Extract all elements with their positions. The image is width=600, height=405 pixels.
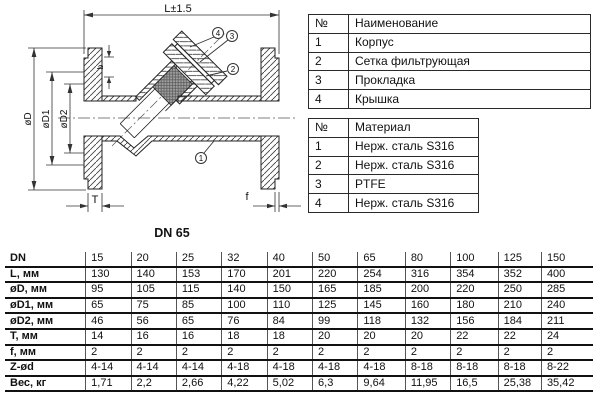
- table-cell: 4: [309, 90, 349, 109]
- table-cell: 2: [222, 345, 267, 361]
- table-cell: 18: [267, 329, 312, 345]
- table-cell: øD, мм: [5, 282, 86, 298]
- table-cell: 118: [358, 313, 405, 329]
- table-cell: 65: [358, 252, 405, 267]
- callout-number-2: 2: [230, 65, 236, 74]
- table-cell: 8-18: [498, 360, 541, 376]
- table-cell: 2: [309, 156, 349, 175]
- table-cell: 20: [358, 329, 405, 345]
- table-cell: 5,02: [267, 376, 312, 392]
- table-cell: 18: [222, 329, 267, 345]
- table-cell: 250: [498, 282, 541, 298]
- table-cell: 211: [541, 313, 593, 329]
- table-cell: 84: [267, 313, 312, 329]
- table-cell: 145: [358, 298, 405, 314]
- table-cell: 2,66: [176, 376, 221, 392]
- table-cell: 35,42: [541, 376, 593, 392]
- table-cell: 2: [358, 345, 405, 361]
- table-cell: 1,71: [86, 376, 131, 392]
- table-cell: 4-14: [176, 360, 221, 376]
- table-cell: 170: [222, 267, 267, 283]
- dim-D-lines: [28, 48, 86, 190]
- table-cell: 56: [131, 313, 176, 329]
- table-cell: 140: [222, 282, 267, 298]
- table-cell: 1: [309, 33, 349, 52]
- table-cell: Сетка фильтрующая: [349, 52, 591, 71]
- callout-number-1: 1: [198, 154, 204, 163]
- table-row: [5, 376, 593, 392]
- table-cell: øD1, мм: [5, 298, 86, 314]
- table-cell: 1: [309, 137, 349, 156]
- table-cell: 8-22: [541, 360, 593, 376]
- table-cell: PTFE: [349, 175, 479, 194]
- table-row: [5, 329, 593, 345]
- table-cell: 4-18: [222, 360, 267, 376]
- table-cell: DN: [5, 252, 86, 267]
- table-cell: 184: [498, 313, 541, 329]
- table-cell: 220: [313, 267, 358, 283]
- table-cell: 2,2: [131, 376, 176, 392]
- table-cell: 105: [131, 282, 176, 298]
- table-cell: 16: [176, 329, 221, 345]
- table-cell: 316: [405, 267, 450, 283]
- table-cell: 400: [541, 267, 593, 283]
- table-cell: 14: [86, 329, 131, 345]
- top-wall-right: [178, 96, 261, 101]
- table-cell: Прокладка: [349, 71, 591, 90]
- table-cell: 140: [131, 267, 176, 283]
- right-flange-top-section: [261, 48, 279, 101]
- table-cell: 254: [358, 267, 405, 283]
- table-cell: 50: [313, 252, 358, 267]
- table-cell: 20: [313, 329, 358, 345]
- table-cell: 6,3: [313, 376, 358, 392]
- table-cell: 150: [267, 282, 312, 298]
- table-cell: f, мм: [5, 345, 86, 361]
- table-cell: 201: [267, 267, 312, 283]
- table-cell: øD2, мм: [5, 313, 86, 329]
- table-row: [5, 267, 593, 283]
- table-cell: 4-14: [86, 360, 131, 376]
- table-cell: 2: [176, 345, 221, 361]
- table-cell: 16: [131, 329, 176, 345]
- table-row: [309, 119, 479, 138]
- table-cell: Корпус: [349, 33, 591, 52]
- table-row: [309, 90, 591, 109]
- right-flange-bottom-section: [261, 136, 279, 189]
- table-cell: 125: [313, 298, 358, 314]
- table-cell: 75: [131, 298, 176, 314]
- table-cell: 185: [358, 282, 405, 298]
- table-cell: 9,64: [358, 376, 405, 392]
- table-cell: Нерж. сталь S316: [349, 137, 479, 156]
- table-row: [309, 33, 591, 52]
- table-row: [5, 252, 593, 267]
- table-cell: 2: [309, 52, 349, 71]
- table-cell: 76: [222, 313, 267, 329]
- table-cell: Нерж. сталь S316: [349, 156, 479, 175]
- table-row: [309, 71, 591, 90]
- table-cell: 165: [313, 282, 358, 298]
- table-cell: 99: [313, 313, 358, 329]
- table-row: [5, 282, 593, 298]
- table-cell: 200: [405, 282, 450, 298]
- table-cell: 2: [451, 345, 498, 361]
- table-cell: 132: [405, 313, 450, 329]
- left-flange-top-section: [84, 48, 102, 101]
- table-cell: 80: [405, 252, 450, 267]
- table-row: [309, 15, 591, 34]
- table-cell: 4-14: [131, 360, 176, 376]
- table-cell: 65: [86, 298, 131, 314]
- table-cell: 20: [131, 252, 176, 267]
- table-cell: 4: [309, 194, 349, 213]
- left-flange-bottom-section: [84, 136, 102, 189]
- table-cell: 160: [405, 298, 450, 314]
- table-cell: 25: [176, 252, 221, 267]
- table-cell: №: [309, 15, 349, 34]
- table-row: [309, 194, 479, 213]
- bottom-wall-with-seat: [102, 136, 261, 156]
- top-wall-left: [102, 96, 136, 101]
- table-cell: T, мм: [5, 329, 86, 345]
- parts-table: [308, 14, 591, 109]
- table-cell: 4-18: [267, 360, 312, 376]
- table-cell: №: [309, 119, 349, 138]
- table-cell: Z-ød: [5, 360, 86, 376]
- table-cell: Вес, кг: [5, 376, 86, 392]
- table-cell: 100: [222, 298, 267, 314]
- table-cell: Нерж. сталь S316: [349, 194, 479, 213]
- table-cell: 11,95: [405, 376, 450, 392]
- table-cell: 2: [131, 345, 176, 361]
- table-cell: 32: [222, 252, 267, 267]
- table-row: [5, 298, 593, 314]
- table-row: [309, 175, 479, 194]
- dim-D2-label: øD2: [59, 109, 70, 129]
- table-cell: 3: [309, 175, 349, 194]
- table-cell: 8-18: [451, 360, 498, 376]
- table-cell: 354: [451, 267, 498, 283]
- table-cell: 46: [86, 313, 131, 329]
- table-cell: 16,5: [451, 376, 498, 392]
- table-cell: 2: [541, 345, 593, 361]
- table-cell: 285: [541, 282, 593, 298]
- table-cell: 2: [405, 345, 450, 361]
- table-cell: 220: [451, 282, 498, 298]
- table-row: [5, 313, 593, 329]
- dim-b-label: b: [96, 64, 105, 70]
- table-cell: 25,38: [498, 376, 541, 392]
- table-row: [309, 52, 591, 71]
- materials-table: [308, 118, 479, 213]
- table-cell: 2: [86, 345, 131, 361]
- table-cell: 2: [498, 345, 541, 361]
- table-cell: 22: [451, 329, 498, 345]
- table-cell: 95: [86, 282, 131, 298]
- table-cell: 20: [405, 329, 450, 345]
- table-cell: 125: [498, 252, 541, 267]
- table-row: [309, 137, 479, 156]
- table-cell: 352: [498, 267, 541, 283]
- table-cell: 4-18: [313, 360, 358, 376]
- table-row: [309, 156, 479, 175]
- table-cell: 40: [267, 252, 312, 267]
- table-cell: Крышка: [349, 90, 591, 109]
- table-cell: 156: [451, 313, 498, 329]
- table-cell: 65: [176, 313, 221, 329]
- dim-D1-label: øD1: [41, 109, 52, 129]
- table-cell: 2: [313, 345, 358, 361]
- table-cell: L, мм: [5, 267, 86, 283]
- dimensions-table: [5, 252, 593, 392]
- table-row: [5, 345, 593, 361]
- callout-number-3: 3: [229, 32, 235, 41]
- table-cell: Материал: [349, 119, 479, 138]
- drawing-caption: DN 65: [154, 226, 190, 240]
- table-cell: 180: [451, 298, 498, 314]
- dim-f-lines: [253, 192, 301, 212]
- table-cell: 210: [498, 298, 541, 314]
- table-cell: 22: [498, 329, 541, 345]
- table-cell: 85: [176, 298, 221, 314]
- callout-number-4: 4: [215, 29, 221, 38]
- table-cell: 150: [541, 252, 593, 267]
- table-cell: 4-18: [358, 360, 405, 376]
- table-cell: 15: [86, 252, 131, 267]
- dim-L-label: L±1.5: [164, 3, 192, 15]
- table-cell: 130: [86, 267, 131, 283]
- table-cell: 110: [267, 298, 312, 314]
- table-cell: 3: [309, 71, 349, 90]
- table-cell: 8-18: [405, 360, 450, 376]
- dim-T-label: T: [91, 194, 99, 206]
- table-cell: 240: [541, 298, 593, 314]
- table-row: [5, 360, 593, 376]
- table-cell: Наименование: [349, 15, 591, 34]
- table-cell: 115: [176, 282, 221, 298]
- table-cell: 24: [541, 329, 593, 345]
- table-cell: 100: [451, 252, 498, 267]
- table-cell: 2: [267, 345, 312, 361]
- dim-f-label: f: [245, 191, 249, 203]
- dim-D-label: øD: [23, 112, 34, 126]
- table-cell: 153: [176, 267, 221, 283]
- table-cell: 4,22: [222, 376, 267, 392]
